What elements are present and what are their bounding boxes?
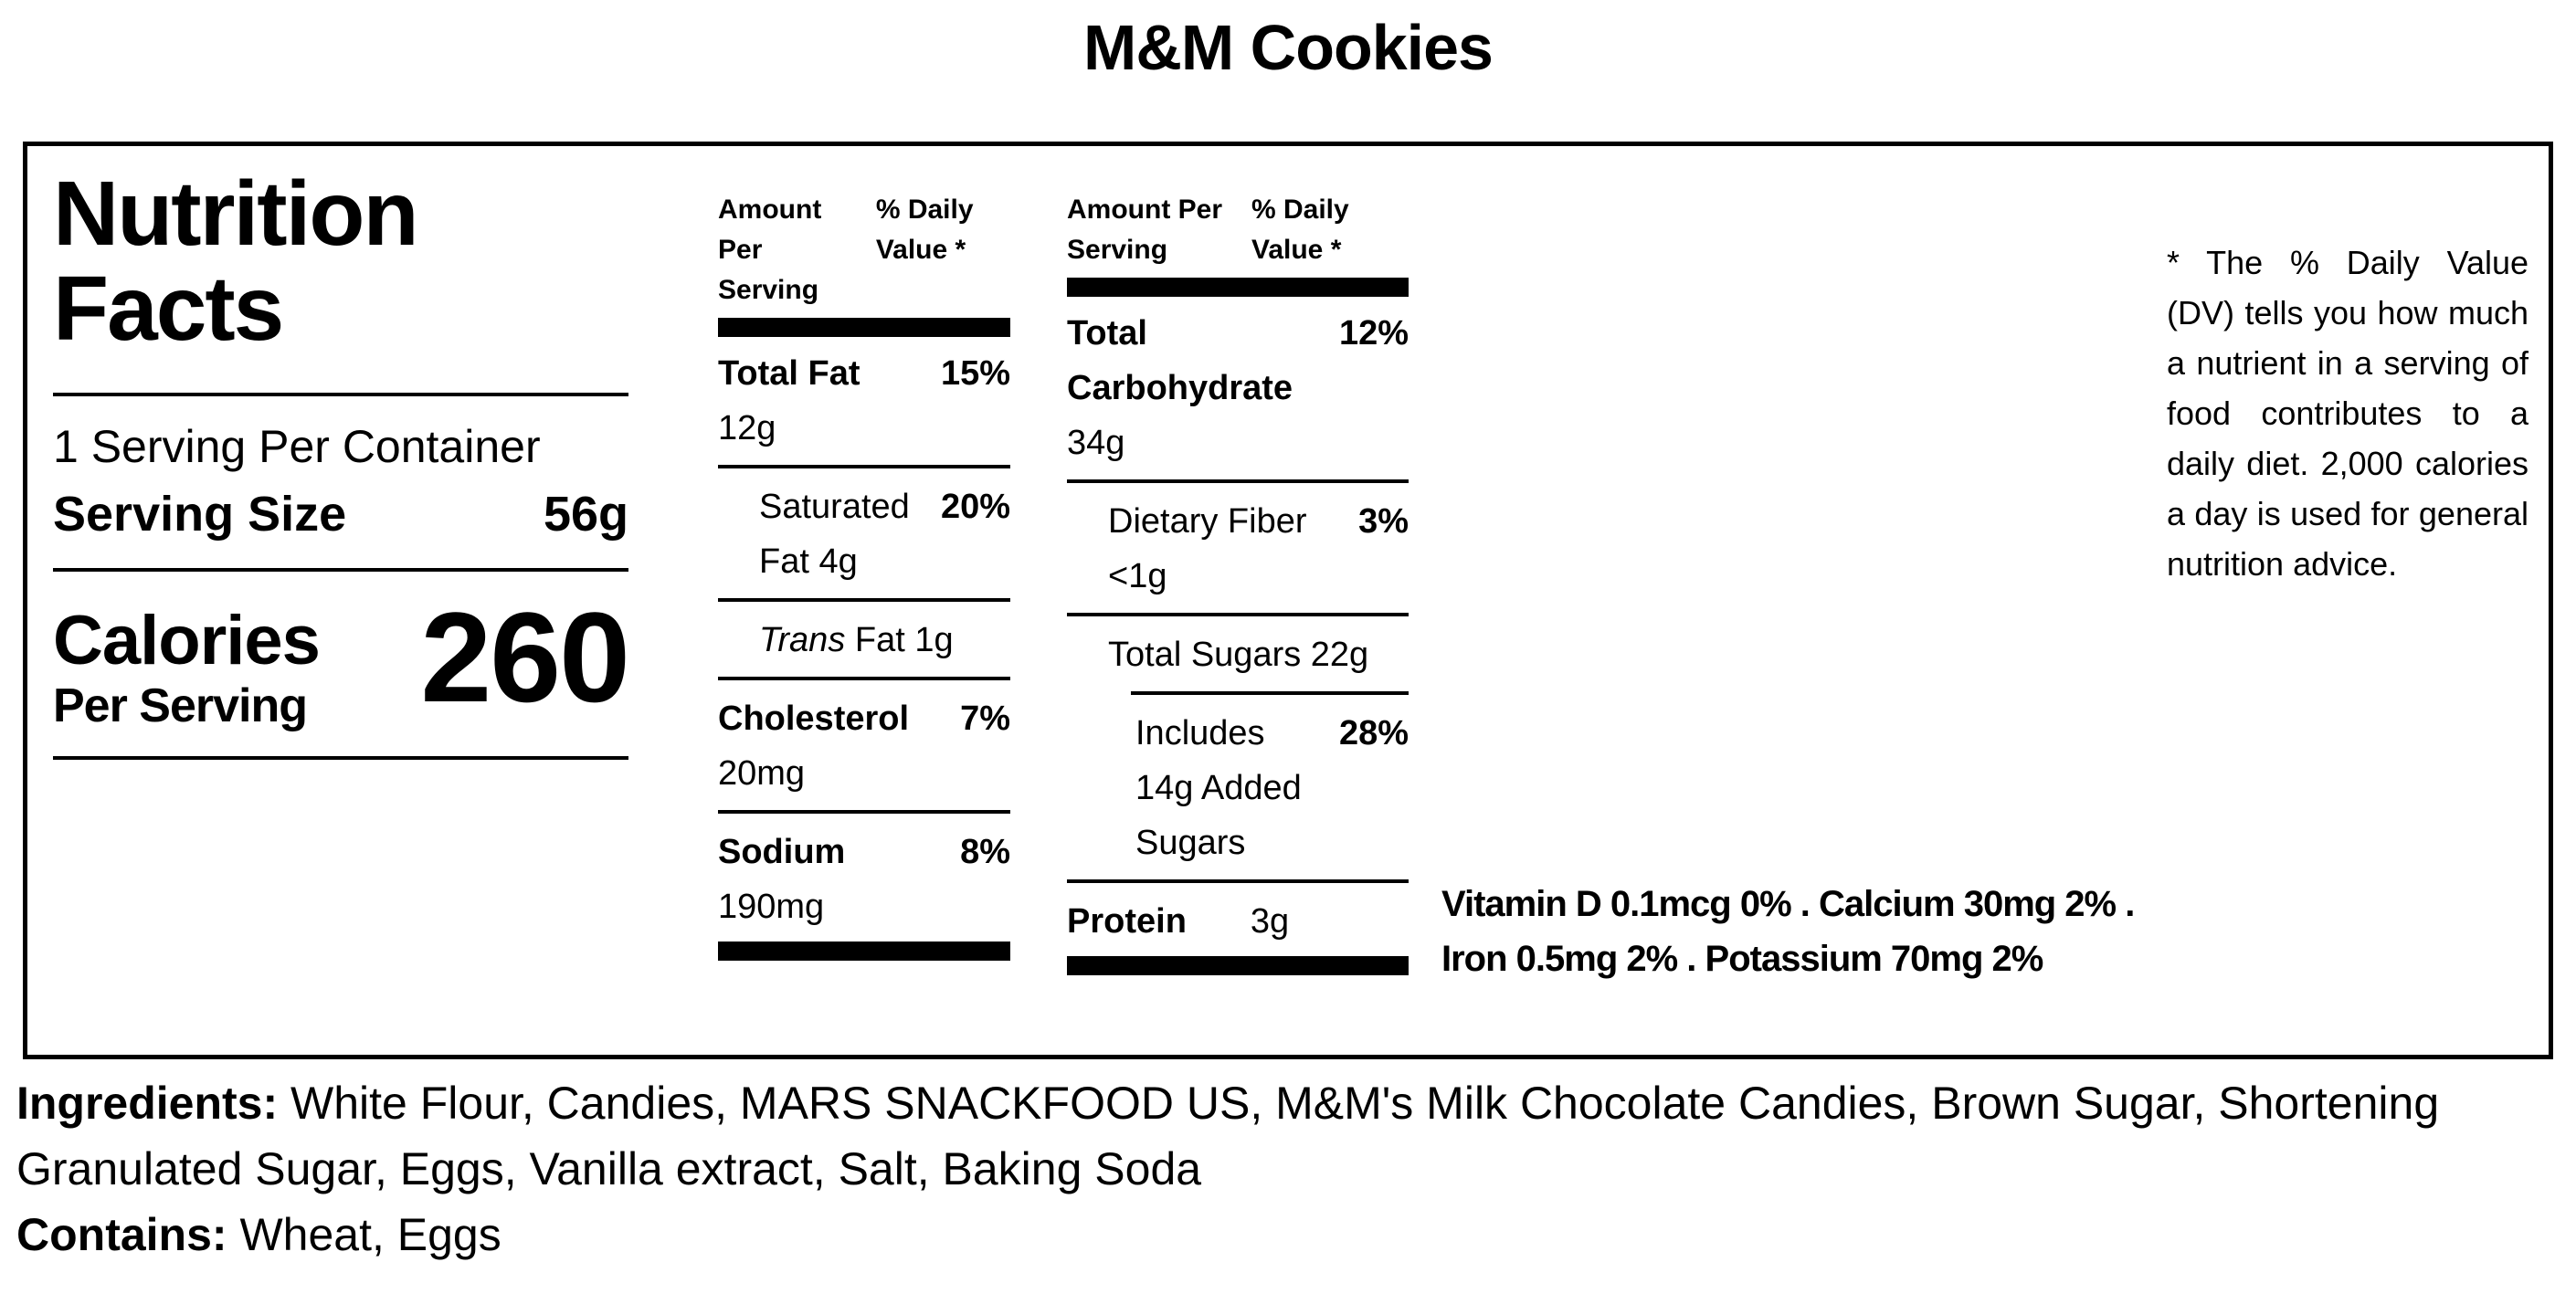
- total-sugars-label: Total Sugars 22g: [1108, 636, 1369, 674]
- cholesterol-row: [718, 691, 1010, 746]
- protein-row: [1067, 894, 1409, 949]
- contains-label: Contains:: [16, 1209, 227, 1260]
- dietary-fiber-dv: 3%: [1358, 502, 1409, 541]
- contains-line: [16, 1202, 2571, 1268]
- serving-size-value: 56g: [543, 487, 628, 542]
- divider: [53, 756, 628, 760]
- dietary-fiber-row: [1067, 494, 1409, 549]
- saturated-fat-dv: 20%: [940, 488, 1010, 526]
- calories-sublabel: Per Serving: [53, 679, 308, 732]
- contains-value: Wheat, Eggs: [239, 1209, 501, 1260]
- serving-size-label: Serving Size: [53, 487, 347, 542]
- amount-per-serving-header: Amount Per Serving: [1067, 195, 1223, 265]
- total-carbohydrate-row: [1067, 306, 1409, 416]
- total-fat-amount: 12g: [718, 409, 776, 447]
- sodium-row: [718, 825, 1010, 879]
- calories-row: [53, 585, 628, 734]
- divider: [718, 677, 1010, 680]
- page-title: M&M Cookies: [1083, 12, 1493, 83]
- divider: [1067, 613, 1409, 616]
- added-sugars-label: Includes 14g Added Sugars: [1135, 714, 1302, 862]
- amount-per-serving-header: Amount Per Serving: [718, 195, 822, 305]
- added-sugars-row: [1067, 706, 1409, 870]
- calories-labels: [53, 594, 320, 734]
- ingredients-text-line2: Granulated Sugar, Eggs, Vanilla extract, Salt, Baking Soda: [16, 1143, 1202, 1194]
- daily-value-header: % Daily Value *: [1251, 195, 1349, 265]
- total-fat-dv: 15%: [940, 354, 1010, 393]
- micronutrients-text: Vitamin D 0.1mcg 0% . Calcium 30mg 2% . Iron 0.5mg 2% . Potassium 70mg 2%: [1441, 884, 2135, 979]
- divider: [53, 393, 628, 396]
- nutrition-label-box: [23, 142, 2553, 1059]
- cholesterol-label: Cholesterol: [718, 700, 910, 738]
- calories-value: 260: [420, 585, 628, 729]
- sodium-amount: 190mg: [718, 888, 825, 926]
- total-carbohydrate-dv: 12%: [1338, 314, 1409, 352]
- column-header: [1067, 190, 1409, 270]
- added-sugars-dv: 28%: [1338, 714, 1409, 752]
- nutrition-facts-heading: Nutrition Facts: [53, 163, 417, 360]
- column-header: [718, 190, 1010, 310]
- protein-amount: 3g: [1250, 902, 1290, 941]
- ingredients-label: Ingredients:: [16, 1078, 279, 1129]
- serving-size-row: [53, 482, 628, 546]
- divider: [53, 568, 628, 572]
- ingredients-line2: [16, 1136, 2571, 1202]
- trans-fat-row: [718, 613, 1010, 668]
- total-fat-label: Total Fat: [718, 354, 860, 393]
- sodium-label: Sodium: [718, 833, 846, 871]
- saturated-fat-row: [718, 479, 1010, 589]
- total-fat-row: [718, 346, 1010, 401]
- total-sugars-row: [1067, 627, 1409, 682]
- header-bar: [1067, 278, 1409, 297]
- ingredients-section: [16, 1070, 2571, 1268]
- daily-value-footnote: * The % Daily Value (DV) tells you how much a nutrient in a serving of food contributes to a daily diet. 2,000 calories a day is used for general nutrition advice.: [2167, 244, 2528, 583]
- dietary-fiber-amount: <1g: [1108, 557, 1167, 595]
- divider: [1131, 691, 1409, 695]
- protein-label: Protein: [1067, 902, 1187, 941]
- header-bar: [718, 318, 1010, 337]
- calories-label: Calories: [53, 602, 320, 679]
- column-end-bar: [718, 942, 1010, 961]
- trans-fat-label: [759, 613, 1010, 668]
- divider: [1067, 879, 1409, 883]
- divider: [718, 465, 1010, 468]
- divider: [1067, 479, 1409, 483]
- divider: [718, 810, 1010, 814]
- trans-fat-label-italic: Trans: [759, 621, 846, 659]
- total-carbohydrate-amount: 34g: [1067, 424, 1125, 462]
- carb-column: [1067, 190, 1409, 984]
- sodium-dv: 8%: [960, 833, 1010, 871]
- column-end-bar: [1067, 956, 1409, 975]
- dietary-fiber-label: Dietary Fiber: [1108, 502, 1307, 541]
- fat-column: [718, 190, 1010, 970]
- total-carbohydrate-label: Total Carbohydrate: [1067, 314, 1293, 407]
- cholesterol-dv: 7%: [960, 700, 1010, 738]
- trans-fat-label-rest: Fat 1g: [854, 621, 954, 659]
- divider: [718, 598, 1010, 602]
- servings-per-container: 1 Serving Per Container: [53, 421, 541, 472]
- saturated-fat-label: Saturated Fat 4g: [759, 488, 910, 581]
- label-left-column: [53, 163, 628, 760]
- ingredients-line1: [16, 1070, 2571, 1136]
- cholesterol-amount: 20mg: [718, 754, 806, 793]
- ingredients-text-line1: White Flour, Candies, MARS SNACKFOOD US, M&M's Milk Chocolate Candies, Brown Sugar, Shortening: [290, 1078, 2440, 1129]
- daily-value-header: % Daily Value *: [875, 195, 974, 265]
